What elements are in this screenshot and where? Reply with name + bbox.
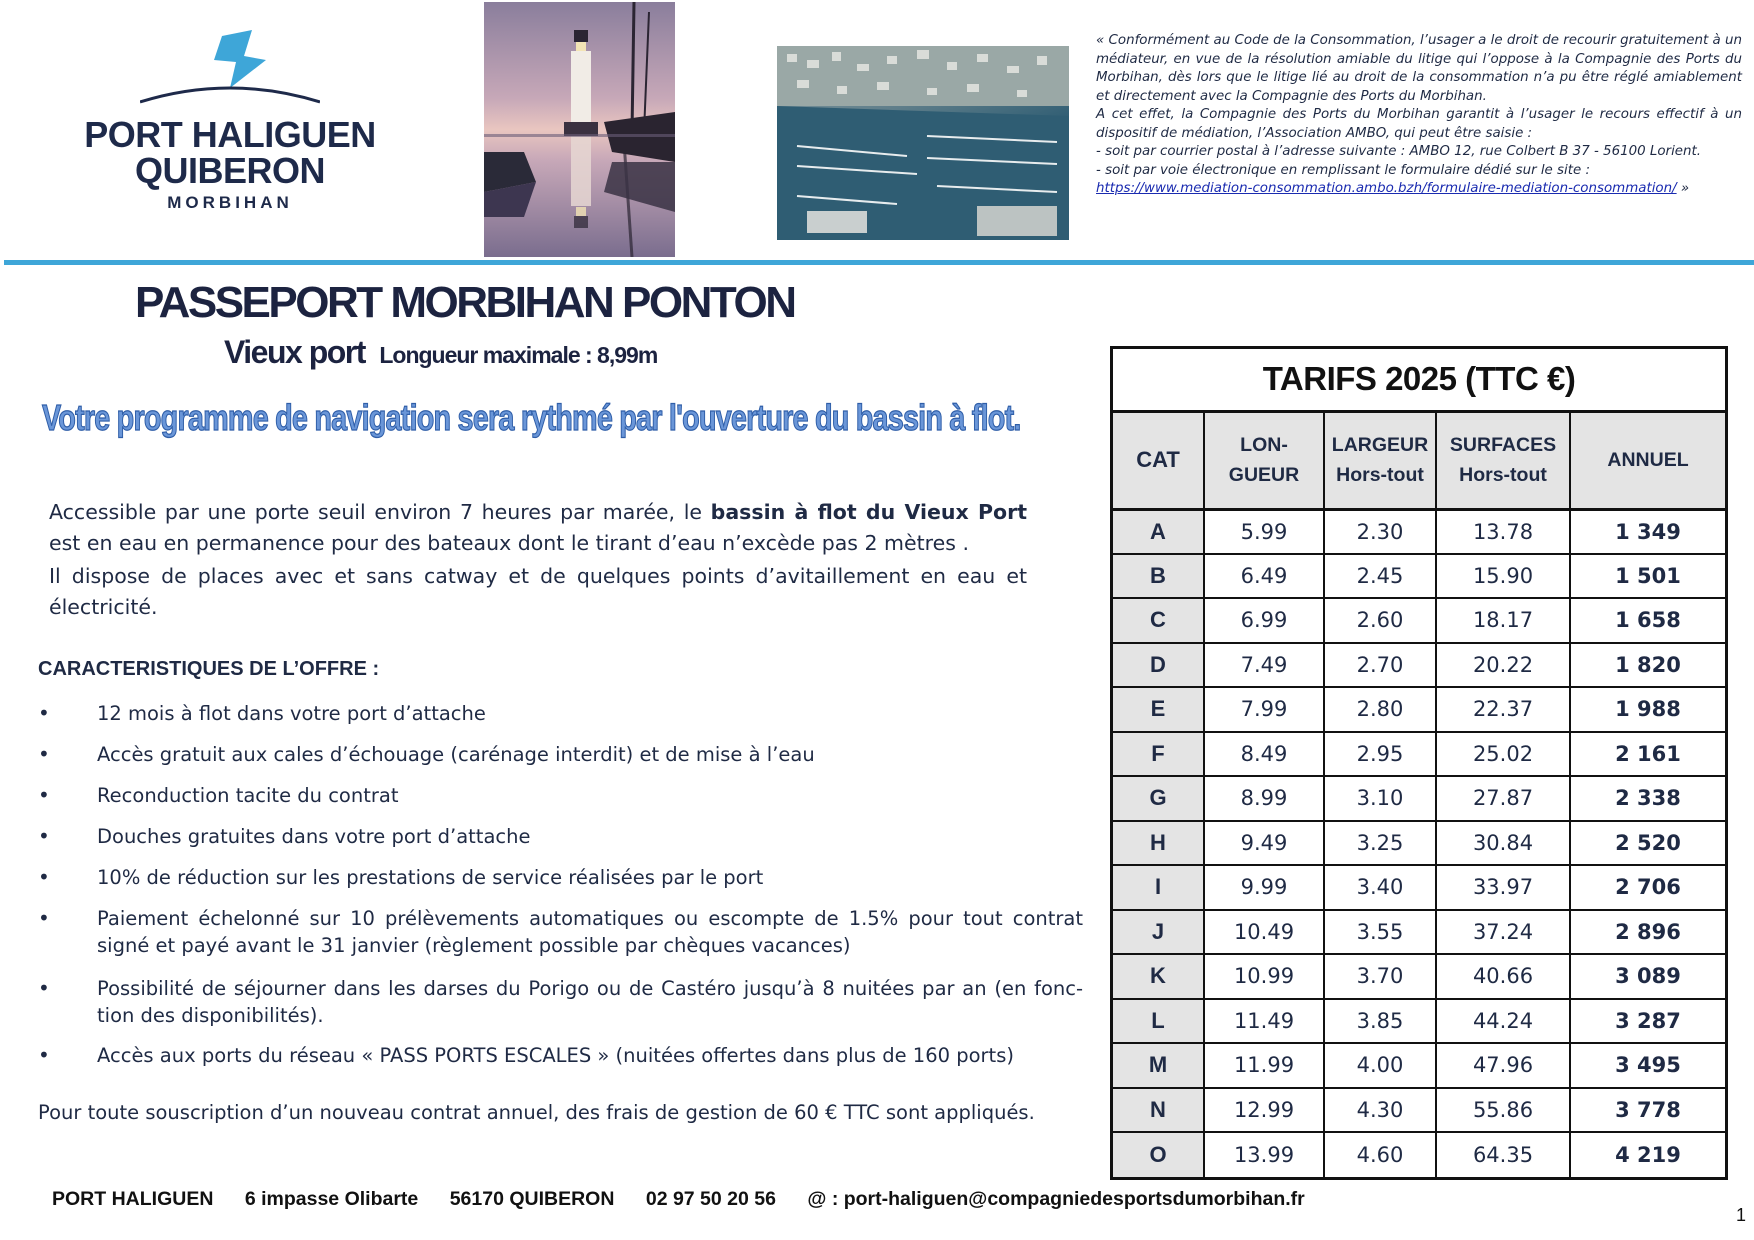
- cell-annual-price: 1 349: [1570, 509, 1725, 554]
- column-header-length: [1204, 411, 1324, 509]
- cell-category: K: [1113, 954, 1204, 999]
- bullet-icon: •: [38, 783, 50, 807]
- bullet-icon: •: [38, 865, 50, 889]
- footer-email[interactable]: @ : port-haliguen@compagniedesportsdumorbihan.fr: [807, 1188, 1305, 1210]
- mediation-form-link[interactable]: https://www.mediation-consommation.ambo.bzh/formulaire-mediation-consommation/: [1096, 181, 1677, 196]
- cell-category: A: [1113, 509, 1204, 554]
- cell-surface: 44.24: [1436, 999, 1570, 1044]
- logo-text-line3: MORBIHAN: [167, 193, 293, 212]
- cell-width: 3.25: [1324, 821, 1436, 866]
- bullet-icon: •: [38, 742, 50, 766]
- table-row: [1113, 999, 1725, 1044]
- cell-annual-price: 2 520: [1570, 821, 1725, 866]
- cell-category: G: [1113, 776, 1204, 821]
- table-row: [1113, 910, 1725, 955]
- list-item-text: Accès gratuit aux cales d’échouage (carénage interdit) et de mise à l’eau: [97, 743, 815, 766]
- list-item-text: Reconduction tacite du contrat: [97, 784, 399, 807]
- cell-category: M: [1113, 1043, 1204, 1088]
- list-item: [38, 864, 1083, 891]
- column-header-width-l2: Hors-tout: [1336, 464, 1424, 486]
- cell-length: 9.49: [1204, 821, 1324, 866]
- page-title: PASSEPORT MORBIHAN PONTON: [135, 278, 795, 327]
- list-item-text: Douches gratuites dans votre port d’attache: [97, 825, 531, 848]
- legal-electronic-line: - soit par voie électronique en remplissant le formulaire dédié sur le site :: [1096, 162, 1590, 178]
- cell-width: 4.60: [1324, 1132, 1436, 1177]
- cell-category: H: [1113, 821, 1204, 866]
- cell-surface: 15.90: [1436, 554, 1570, 599]
- cell-length: 9.99: [1204, 865, 1324, 910]
- list-item: [38, 905, 1083, 959]
- footer-street: 6 impasse Olibarte: [244, 1188, 419, 1210]
- cell-category: J: [1113, 910, 1204, 955]
- cell-length: 11.99: [1204, 1043, 1324, 1088]
- cell-category: O: [1113, 1132, 1204, 1177]
- cell-category: I: [1113, 865, 1204, 910]
- list-item-text: 12 mois à flot dans votre port d’attache: [97, 702, 486, 725]
- cell-length: 10.99: [1204, 954, 1324, 999]
- mediation-legal-notice: [1096, 32, 1742, 199]
- cell-width: 4.30: [1324, 1088, 1436, 1133]
- cell-annual-price: 3 778: [1570, 1088, 1725, 1133]
- table-row: [1113, 865, 1725, 910]
- contact-footer: [52, 1188, 1331, 1211]
- table-row: [1113, 687, 1725, 732]
- cell-width: 3.40: [1324, 865, 1436, 910]
- intro-p1-bold: bassin à flot du Vieux Port: [710, 500, 1028, 524]
- cell-category: B: [1113, 554, 1204, 599]
- table-row: [1113, 954, 1725, 999]
- column-header-surface-l1: SURFACES: [1449, 434, 1557, 456]
- cell-length: 13.99: [1204, 1132, 1324, 1177]
- cell-annual-price: 3 495: [1570, 1043, 1725, 1088]
- cell-length: 8.99: [1204, 776, 1324, 821]
- cell-annual-price: 1 658: [1570, 598, 1725, 643]
- list-item-text: Accès aux ports du réseau « PASS PORTS ESCALES » (nuitées offertes dans plus de 160 ports): [97, 1044, 1014, 1067]
- sail-flag-icon: [140, 30, 320, 114]
- cell-width: 4.00: [1324, 1043, 1436, 1088]
- list-item-text: Possibilité de séjourner dans les darses du Porigo ou de Castéro jusqu’à 8 nuitées par an (en fonc-tion des disponibilités).: [97, 977, 1083, 1027]
- column-header-surface-l2: Hors-tout: [1459, 464, 1547, 486]
- page-number: 1: [1736, 1205, 1747, 1225]
- cell-length: 5.99: [1204, 509, 1324, 554]
- intro-p1-start: Accessible par une porte seuil environ 7 heures par marée, le: [49, 500, 711, 524]
- intro-p1-end: est en eau en permanence pour des bateaux dont le tirant d’eau n’excède pas 2 mètres .: [49, 531, 969, 555]
- header-divider: [4, 260, 1754, 265]
- cell-width: 2.70: [1324, 643, 1436, 688]
- list-item: [38, 975, 1083, 1029]
- logo-text-line2: QUIBERON: [134, 150, 325, 191]
- bullet-icon: •: [38, 906, 50, 930]
- column-header-surface: [1436, 411, 1570, 509]
- cell-surface: 30.84: [1436, 821, 1570, 866]
- cell-width: 2.95: [1324, 732, 1436, 777]
- cell-annual-price: 4 219: [1570, 1132, 1725, 1177]
- cell-surface: 27.87: [1436, 776, 1570, 821]
- subtitle-location: Vieux port: [224, 334, 365, 370]
- cell-surface: 20.22: [1436, 643, 1570, 688]
- cell-length: 8.49: [1204, 732, 1324, 777]
- legal-postal-line: - soit par courrier postal à l’adresse suivante : AMBO 12, rue Colbert B 37 - 56100 Lorient.: [1096, 144, 1702, 159]
- intro-paragraph-2: Il dispose de places avec et sans catway et de quelques points d’avitaillement en eau et électricité.: [49, 564, 1027, 619]
- cell-width: 3.85: [1324, 999, 1436, 1044]
- cell-surface: 64.35: [1436, 1132, 1570, 1177]
- cell-width: 2.80: [1324, 687, 1436, 732]
- legal-paragraph-2: A cet effet, la Compagnie des Ports du Morbihan garantit à l’usager le recours effectif à un dispositif de médiation, l’Association AMBO, qui peut être saisie :: [1096, 107, 1742, 141]
- table-row: [1113, 598, 1725, 643]
- list-item-text: 10% de réduction sur les prestations de service réalisées par le port: [97, 866, 764, 889]
- cell-width: 2.60: [1324, 598, 1436, 643]
- table-row: [1113, 509, 1725, 554]
- cell-category: E: [1113, 687, 1204, 732]
- list-item: [38, 823, 1083, 850]
- bullet-icon: •: [38, 701, 50, 725]
- table-row: [1113, 1043, 1725, 1088]
- footer-city: 56170 QUIBERON: [449, 1188, 615, 1210]
- lighthouse-photo: [484, 2, 675, 257]
- column-header-width-l1: LARGEUR: [1331, 434, 1429, 456]
- table-row: [1113, 732, 1725, 777]
- intro-paragraph-1: [49, 497, 1027, 559]
- table-row: [1113, 821, 1725, 866]
- column-header-cat: CAT: [1113, 411, 1204, 509]
- list-item-text: Paiement échelonné sur 10 prélèvements automatiques ou escompte de 1.5% pour tout contrat signé et payé avant le 31 janvier (règlement possible par chèques vacances): [97, 907, 1083, 957]
- cell-length: 10.49: [1204, 910, 1324, 955]
- cell-length: 7.49: [1204, 643, 1324, 688]
- subtitle-max-length: Longueur maximale : 8,99m: [379, 342, 658, 368]
- list-item: [38, 700, 1083, 727]
- cell-width: 3.55: [1324, 910, 1436, 955]
- column-header-annual: ANNUEL: [1570, 411, 1725, 509]
- cell-category: F: [1113, 732, 1204, 777]
- list-item: [38, 1042, 1083, 1069]
- tagline: Votre programme de navigation sera rythmé par l'ouverture du bassin à flot.: [42, 397, 1021, 438]
- cell-length: 6.49: [1204, 554, 1324, 599]
- column-header-length-l2: GUEUR: [1228, 464, 1300, 486]
- cell-width: 2.45: [1324, 554, 1436, 599]
- cell-annual-price: 2 706: [1570, 865, 1725, 910]
- cell-surface: 13.78: [1436, 509, 1570, 554]
- cell-surface: 40.66: [1436, 954, 1570, 999]
- cell-surface: 33.97: [1436, 865, 1570, 910]
- cell-surface: 18.17: [1436, 598, 1570, 643]
- cell-width: 3.10: [1324, 776, 1436, 821]
- cell-width: 2.30: [1324, 509, 1436, 554]
- logo-text-line1: PORT HALIGUEN: [84, 114, 376, 155]
- table-row: [1113, 1088, 1725, 1133]
- list-item: [38, 741, 1083, 768]
- offer-heading: CARACTERISTIQUES DE L’OFFRE :: [38, 658, 380, 680]
- cell-annual-price: 1 501: [1570, 554, 1725, 599]
- cell-surface: 37.24: [1436, 910, 1570, 955]
- legal-closing-quote: »: [1680, 181, 1690, 196]
- intro-text: [49, 497, 1027, 623]
- tariff-table-title: TARIFS 2025 (TTC €): [1113, 349, 1725, 411]
- column-header-width: [1324, 411, 1436, 509]
- bullet-icon: •: [38, 824, 50, 848]
- cell-surface: 22.37: [1436, 687, 1570, 732]
- table-row: [1113, 554, 1725, 599]
- cell-category: N: [1113, 1088, 1204, 1133]
- bullet-icon: •: [38, 1043, 50, 1067]
- port-logo: [80, 30, 380, 220]
- cell-annual-price: 3 287: [1570, 999, 1725, 1044]
- cell-length: 6.99: [1204, 598, 1324, 643]
- cell-annual-price: 1 988: [1570, 687, 1725, 732]
- cell-surface: 25.02: [1436, 732, 1570, 777]
- cell-annual-price: 2 161: [1570, 732, 1725, 777]
- bullet-icon: •: [38, 976, 50, 1000]
- tariff-table: [1110, 346, 1728, 1180]
- cell-length: 7.99: [1204, 687, 1324, 732]
- cell-surface: 55.86: [1436, 1088, 1570, 1133]
- harbor-aerial-photo: [777, 46, 1069, 240]
- page-subtitle: [224, 334, 657, 371]
- cell-surface: 47.96: [1436, 1043, 1570, 1088]
- cell-annual-price: 3 089: [1570, 954, 1725, 999]
- footer-phone[interactable]: 02 97 50 20 56: [645, 1188, 776, 1210]
- cell-annual-price: 2 338: [1570, 776, 1725, 821]
- cell-annual-price: 2 896: [1570, 910, 1725, 955]
- cell-category: D: [1113, 643, 1204, 688]
- cell-width: 3.70: [1324, 954, 1436, 999]
- table-row: [1113, 776, 1725, 821]
- cell-length: 12.99: [1204, 1088, 1324, 1133]
- column-header-length-l1: LON-: [1240, 434, 1288, 456]
- list-item: [38, 782, 1083, 809]
- footer-port-name: PORT HALIGUEN: [52, 1188, 214, 1210]
- cell-category: C: [1113, 598, 1204, 643]
- table-row: [1113, 643, 1725, 688]
- management-fee-note: Pour toute souscription d’un nouveau contrat annuel, des frais de gestion de 60 € TTC sont appliqués.: [38, 1101, 1035, 1124]
- cell-category: L: [1113, 999, 1204, 1044]
- cell-length: 11.49: [1204, 999, 1324, 1044]
- tariff-table-body: [1113, 509, 1725, 1177]
- cell-annual-price: 1 820: [1570, 643, 1725, 688]
- legal-paragraph-1: « Conformément au Code de la Consommation, l’usager a le droit de recourir gratuitement à un médiateur, en vue de la résolution amiable du litige qui l’oppose à la Compagnie des Ports du Morbihan, dès lors que le litige lié au droit de la consommation n’a pu être réglé amiablement et directement avec la Compagnie des Ports du Morbihan.: [1096, 33, 1742, 104]
- table-row: [1113, 1132, 1725, 1177]
